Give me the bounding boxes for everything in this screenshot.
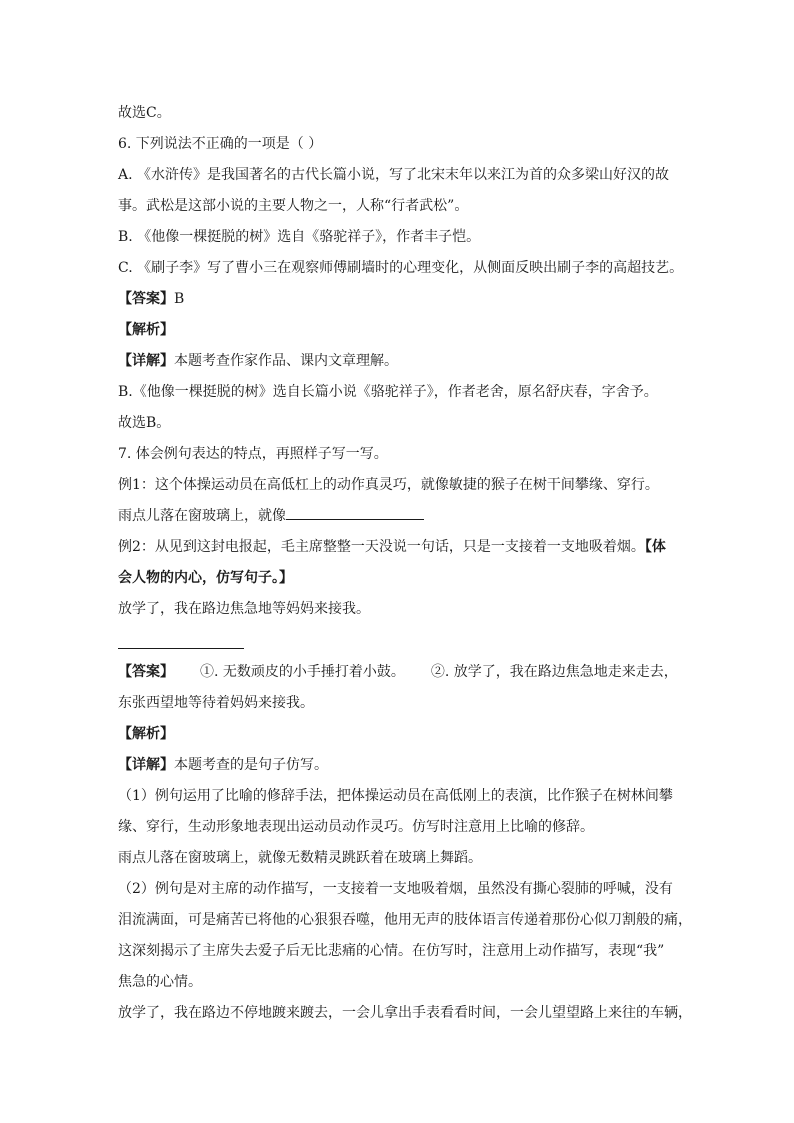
q6-explanation: B.《他像一棵挺脱的树》选自长篇小说《骆驼祥子》，作者老舍，原名舒庆春，字舍予。: [118, 384, 658, 400]
q6-conclusion: 故选B。: [118, 415, 171, 431]
q7-answer-line2: 东张西望地等待着妈妈来接我。: [118, 695, 314, 711]
q7-stem: 7. 体会例句表达的特点，再照样子写一写。: [118, 446, 388, 462]
q7-p1-line3: 雨点儿落在窗玻璃上，就像无数精灵跳跃着在玻璃上舞蹈。: [118, 850, 482, 866]
detail-text: 本题考查作家作品、课内文章理解。: [174, 353, 398, 369]
q7-p1-line1: （1）例句运用了比喻的修辞手法，把体操运动员在高低刚上的表演，比作猴子在树林间攀: [118, 788, 673, 804]
q7-answer-line1: [118, 662, 678, 682]
q7-p2-line1: （2）例句是对主席的动作描写，一支接着一支地吸着烟，虽然没有撕心裂肺的呼喊，没有: [118, 881, 673, 897]
q7-example1: 例1：这个体操运动员在高低杠上的动作真灵巧，就像敏捷的猴子在树干间攀缘、穿行。: [118, 477, 659, 493]
answer-part1: ①. 无数顽皮的小手捶打着小鼓。: [200, 664, 405, 680]
answer-part2: ②. 放学了，我在路边焦急地走来走去，: [430, 664, 678, 680]
detail-text: 本题考查的是句子仿写。: [174, 757, 328, 773]
q5-conclusion: 故选C。: [118, 105, 171, 121]
q6-analysis-label: 【解析】: [118, 322, 174, 338]
detail-label: 【详解】: [118, 353, 174, 369]
answer-blank: [286, 518, 424, 520]
detail-label: 【详解】: [118, 757, 174, 773]
q7-p2-line2: 泪流满面，可是痛苦已将他的心狠狠吞噬，他用无声的肢体语言传递着那份心似刀割般的痛，: [118, 912, 692, 928]
q7-p1-line2: 缘、穿行，生动形象地表现出运动员动作灵巧。仿写时注意用上比喻的修辞。: [118, 819, 594, 835]
q6-stem: 6. 下列说法不正确的一项是（ ）: [118, 136, 323, 152]
q7-analysis-label: 【解析】: [118, 726, 174, 742]
q6-option-a-line1: A. 《水浒传》是我国著名的古代长篇小说，写了北宋末年以来江为首的众多梁山好汉的故: [118, 167, 670, 183]
answer-underline: [118, 648, 244, 649]
q7-p2-line3: 这深刻揭示了主席失去爱子后无比悲痛的心情。在仿写时，注意用上动作描写，表现“我”: [118, 943, 665, 959]
example2-text: 例2：从见到这封电报起，毛主席整整一天没说一句话，只是一支接着一支地吸着烟。: [118, 539, 645, 555]
q7-p2-line5: 放学了，我在路边不停地踱来踱去，一会儿拿出手表看看时间，一会儿望望路上来往的车辆，: [118, 1005, 692, 1021]
q6-detail: [118, 351, 678, 371]
q7-prompt2: 放学了，我在路边焦急地等妈妈来接我。: [118, 601, 370, 617]
q7-example2-line2: 会人物的内心，仿写句子。】: [118, 570, 293, 586]
q6-option-a-line2: 事。武松是这部小说的主要人物之一，人称“行者武松”。: [118, 198, 469, 214]
example2-hint-start: 【体: [644, 539, 666, 555]
q7-example2-line1: [118, 537, 678, 557]
answer-label: 【答案】: [118, 291, 174, 307]
answer-label: 【答案】: [118, 664, 174, 680]
prompt1-text: 雨点儿落在窗玻璃上，就像: [118, 508, 286, 524]
q6-answer: [118, 289, 678, 309]
q7-p2-line4: 焦急的心情。: [118, 974, 202, 990]
q7-detail: [118, 755, 678, 775]
q6-option-c: C. 《刷子李》写了曹小三在观察师傅刷墙时的心理变化，从侧面反映出刷子李的高超技艺。: [118, 260, 684, 276]
q6-option-b: B. 《他像一棵挺脱的树》选自《骆驼祥子》，作者丰子恺。: [118, 229, 481, 245]
q7-prompt1: [118, 506, 678, 526]
answer-value: B: [174, 291, 185, 307]
